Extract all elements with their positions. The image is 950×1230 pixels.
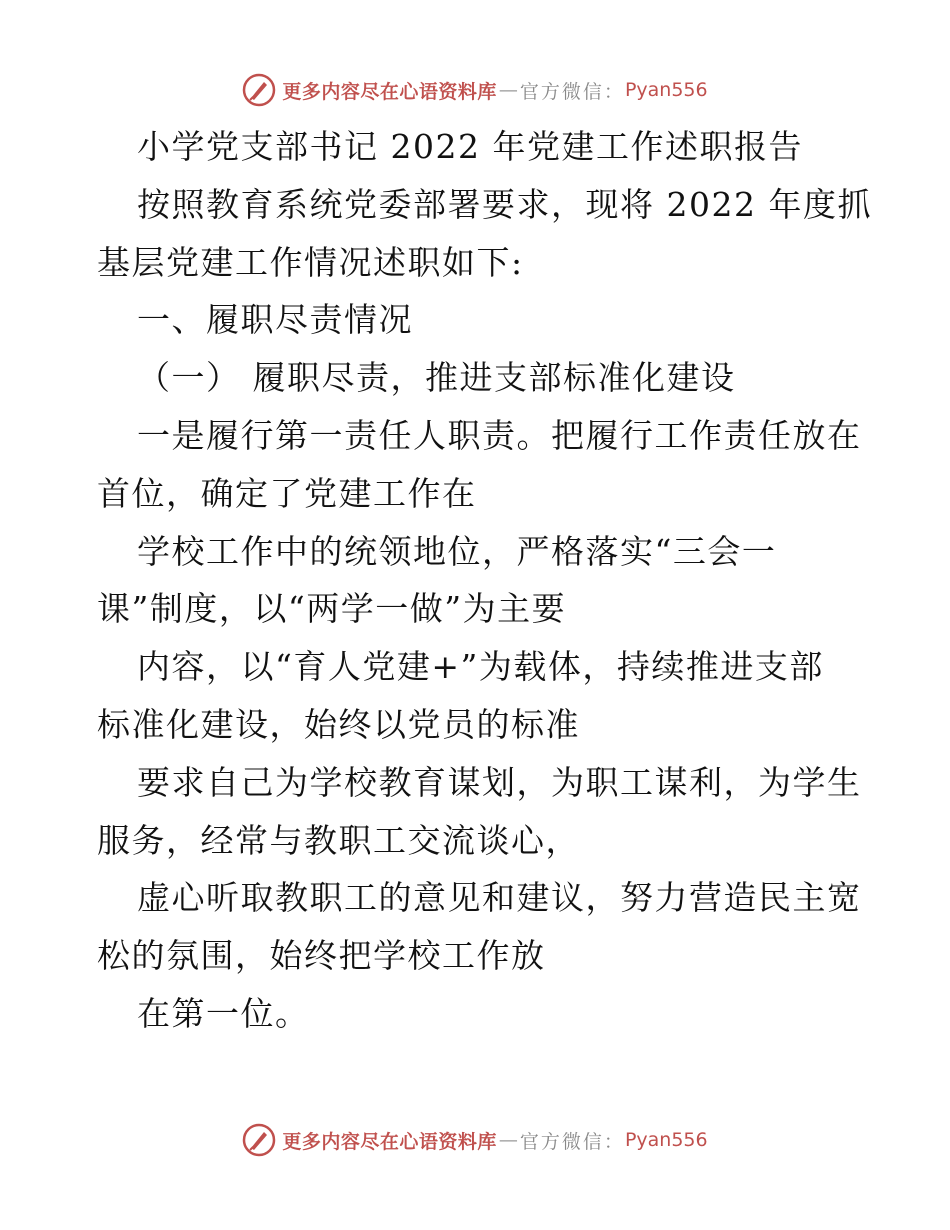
text-line: 首位，确定了党建工作在 — [97, 473, 477, 513]
text-line: 虚心听取教职工的意见和建议，努力营造民主宽 — [137, 878, 862, 918]
section-heading: 一、履职尽责情况 — [137, 300, 413, 340]
header-banner — [0, 70, 950, 110]
banner-dash: — — [498, 79, 518, 101]
document-body — [97, 118, 872, 1043]
banner-brand: 更多内容尽在心语资料库 — [282, 80, 497, 103]
footer-banner — [0, 1120, 950, 1160]
banner-wechat-id: Pyan556 — [624, 1129, 708, 1151]
text-line: 在第一位。 — [137, 993, 310, 1033]
document-title: 小学党支部书记 2022 年党建工作述职报告 — [137, 127, 803, 166]
text-line: 标准化建设，始终以党员的标准 — [97, 704, 580, 744]
quill-seal-icon — [242, 73, 276, 107]
text-line: 课”制度，以“两学一做”为主要 — [97, 589, 567, 629]
text-line: 按照教育系统党委部署要求，现将 2022 年度抓 — [137, 184, 872, 224]
banner-official-label: 官方微信： — [519, 1130, 625, 1153]
text-line: 学校工作中的统领地位，严格落实“三会一 — [137, 531, 777, 571]
banner-dash: — — [498, 1129, 518, 1151]
text-line: 松的氛围，始终把学校工作放 — [97, 936, 546, 976]
banner-brand: 更多内容尽在心语资料库 — [282, 1130, 497, 1153]
text-line: 内容，以“育人党建+”为载体，持续推进支部 — [137, 647, 824, 687]
quill-seal-icon — [242, 1123, 276, 1157]
text-line: 基层党建工作情况述职如下: — [97, 242, 524, 282]
text-line: 服务，经常与教职工交流谈心， — [97, 820, 580, 860]
text-line: 一是履行第一责任人职责。把履行工作责任放在 — [137, 415, 862, 455]
banner-official-label: 官方微信： — [519, 80, 625, 103]
text-line: 要求自己为学校教育谋划，为职工谋利，为学生 — [137, 762, 862, 802]
banner-wechat-id: Pyan556 — [624, 79, 708, 101]
subsection-heading: （一） 履职尽责，推进支部标准化建设 — [137, 358, 736, 398]
